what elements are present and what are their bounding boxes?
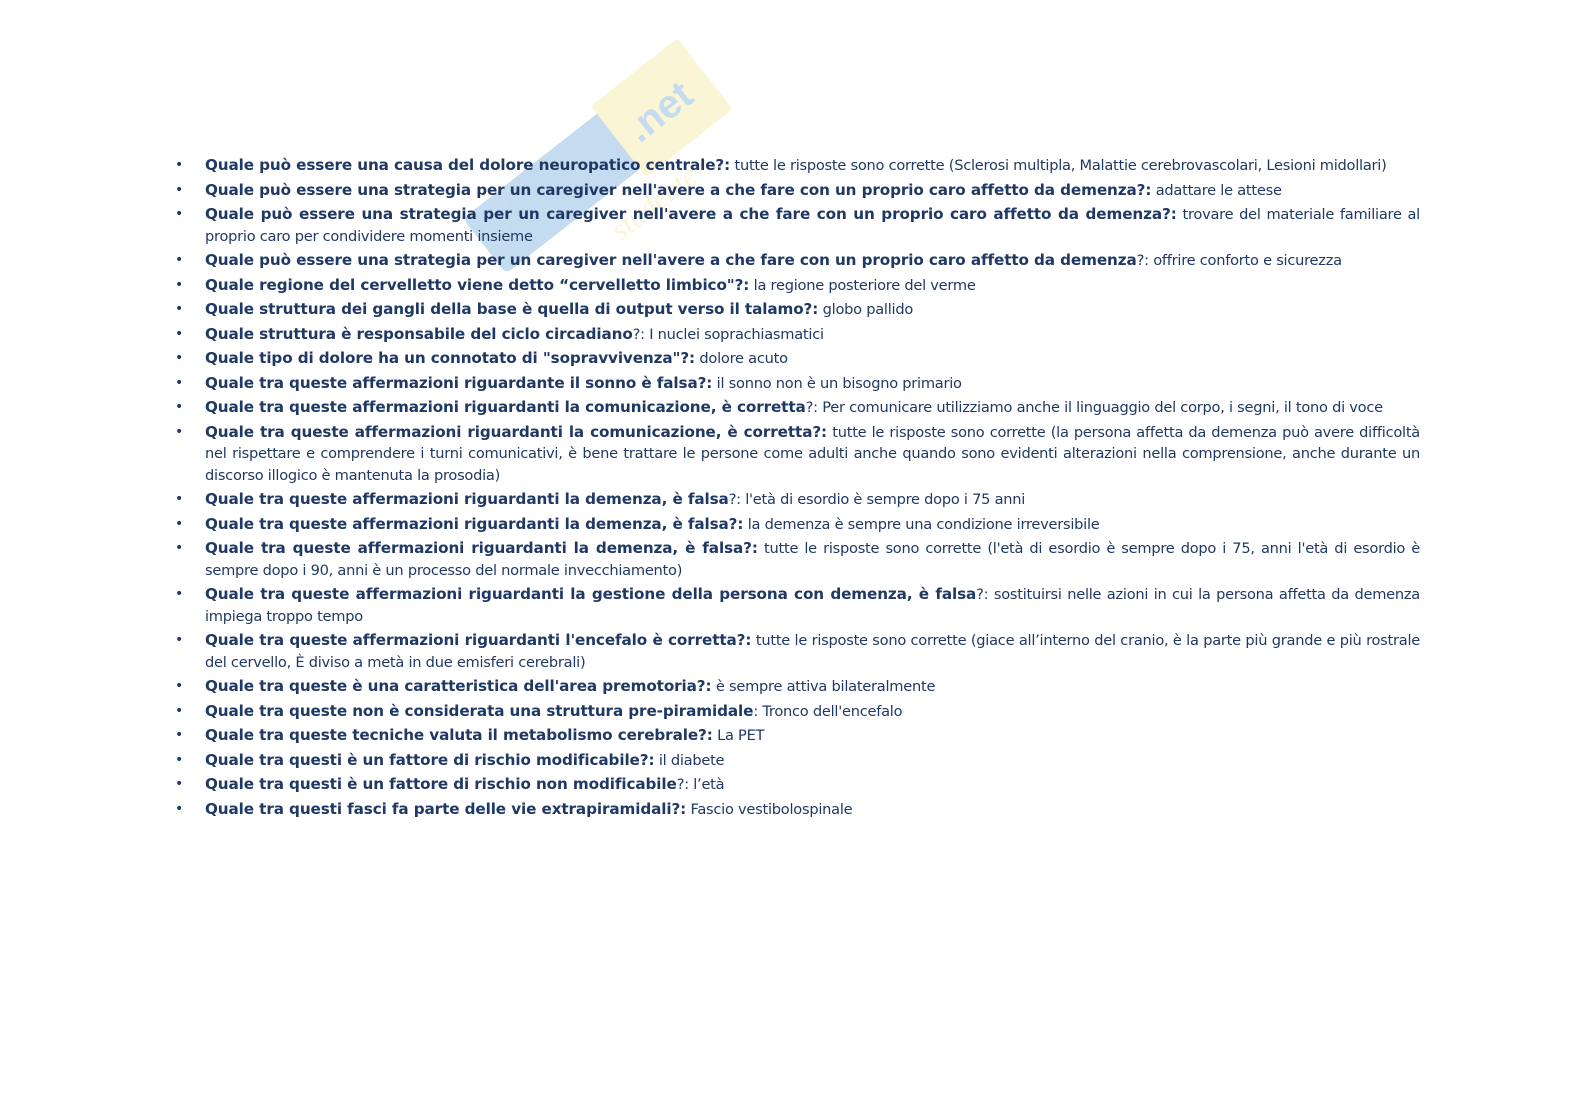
bullet-icon: • <box>175 540 184 556</box>
list-item <box>175 397 1420 419</box>
logo-watermark-text: .net <box>617 72 702 152</box>
list-item <box>175 676 1420 698</box>
bullet-icon: • <box>175 157 184 173</box>
bullet-icon: • <box>175 374 184 391</box>
answer-text: tutte le risposte sono corrette (la persona affetta da demenza può avere difficoltà nel rispettare e comprendere i turni comunicativi, è bene trattare le persone come adulti anche quando sono evidenti alterazioni nella comprensione, anche durante un discorso illogico è mantenuta la prosodia) <box>205 423 1420 484</box>
bullet-icon: • <box>175 702 184 719</box>
bullet-icon: • <box>175 776 184 792</box>
bullet-icon: • <box>175 586 184 602</box>
question-text: Quale struttura è responsabile del ciclo circadiano <box>205 324 633 343</box>
list-item <box>175 373 1420 395</box>
bullet-icon: • <box>175 515 184 532</box>
list-item <box>175 701 1420 723</box>
answer-text: ?: l'età di esordio è sempre dopo i 75 anni <box>728 491 1026 508</box>
question-text: Quale tra queste affermazioni riguardanti la demenza, è falsa <box>205 490 729 508</box>
bullet-icon: • <box>175 276 184 293</box>
list-item <box>175 750 1420 772</box>
answer-text: dolore acuto <box>695 350 788 367</box>
list-item <box>175 538 1420 581</box>
bullet-icon: • <box>175 727 184 743</box>
question-text: Quale tra queste affermazioni riguardante il sonno è falsa?: <box>205 373 713 392</box>
question-text: Quale tra queste affermazioni riguardanti l'encefalo è corretta?: <box>205 631 752 649</box>
qa-list <box>175 155 1420 823</box>
question-text: Quale può essere una causa del dolore neuropatico centrale?: <box>205 156 731 174</box>
bullet-icon: • <box>175 399 184 415</box>
question-text: Quale può essere una strategia per un caregiver nell'avere a che fare con un proprio caro affetto da demenza?: <box>205 205 1177 223</box>
bullet-icon: • <box>175 325 184 342</box>
list-item <box>175 204 1420 247</box>
list-item <box>175 348 1420 370</box>
list-item <box>175 299 1420 321</box>
answer-text: ?: offrire conforto e sicurezza <box>1136 252 1342 269</box>
answer-text: adattare le attese <box>1151 181 1282 199</box>
answer-text: il diabete <box>654 751 725 769</box>
bullet-icon: • <box>175 678 184 694</box>
answer-text: ?: I nuclei soprachiasmatici <box>632 325 824 343</box>
list-item <box>175 250 1420 272</box>
question-text: Quale tra queste non è considerata una struttura pre-piramidale <box>205 701 754 720</box>
answer-text: trovare del materiale familiare al proprio caro per condividere momenti insieme <box>205 206 1420 245</box>
logo-watermark-tagline: studente <box>604 159 704 247</box>
question-text: Quale può essere una strategia per un caregiver nell'avere a che fare con un proprio caro affetto da demenza?: <box>205 180 1152 199</box>
question-text: Quale tra queste tecniche valuta il metabolismo cerebrale?: <box>205 726 713 744</box>
bullet-icon: • <box>175 181 184 198</box>
question-text: Quale struttura dei gangli della base è quella di output verso il talamo?: <box>205 300 819 318</box>
question-text: Quale tra questi fasci fa parte delle vie extrapiramidali?: <box>205 799 687 818</box>
bullet-icon: • <box>175 350 184 366</box>
answer-text: il sonno non è un bisogno primario <box>712 374 962 392</box>
bullet-icon: • <box>175 491 184 507</box>
answer-text: tutte le risposte sono corrette (l'età di esordio è sempre dopo i 75, anni l'età di esordio è sempre dopo i 90, anni è un processo del normale invecchiamento) <box>205 540 1420 579</box>
list-item <box>175 422 1420 487</box>
list-item <box>175 514 1420 536</box>
question-text: Quale regione del cervelletto viene detto “cervelletto limbico"?: <box>205 275 750 294</box>
answer-text: la regione posteriore del verme <box>749 276 976 294</box>
question-text: Quale può essere una strategia per un caregiver nell'avere a che fare con un proprio caro affetto da demenza <box>205 251 1137 269</box>
answer-text: Fascio vestibolospinale <box>686 800 853 818</box>
answer-text: ?: sostituirsi nelle azioni in cui la persona affetta da demenza impiega troppo tempo <box>205 586 1420 625</box>
answer-text: globo pallido <box>818 301 914 318</box>
question-text: Quale tipo di dolore ha un connotato di "sopravvivenza"?: <box>205 349 696 367</box>
question-text: Quale tra questi è un fattore di rischio modificabile?: <box>205 750 655 769</box>
question-text: Quale tra queste è una caratteristica dell'area premotoria?: <box>205 677 712 695</box>
list-item <box>175 180 1420 202</box>
answer-text: è sempre attiva bilateralmente <box>711 678 936 695</box>
answer-text: la demenza è sempre una condizione irreversibile <box>743 515 1100 533</box>
list-item <box>175 774 1420 796</box>
answer-text: La PET <box>712 727 765 744</box>
question-text: Quale tra queste affermazioni riguardanti la comunicazione, è corretta <box>205 398 806 416</box>
bullet-icon: • <box>175 751 184 768</box>
answer-text: ?: Per comunicare utilizziamo anche il linguaggio del corpo, i segni, il tono di voce <box>805 399 1383 416</box>
list-item <box>175 725 1420 747</box>
answer-text: tutte le risposte sono corrette (Sclerosi multipla, Malattie cerebrovascolari, Lesioni midollari) <box>730 157 1387 174</box>
question-text: Quale tra queste affermazioni riguardanti la demenza, è falsa?: <box>205 539 758 557</box>
list-item <box>175 275 1420 297</box>
list-item <box>175 324 1420 346</box>
question-text: Quale tra questi è un fattore di rischio non modificabile <box>205 775 677 793</box>
bullet-icon: • <box>175 301 184 317</box>
question-text: Quale tra queste affermazioni riguardanti la comunicazione, è corretta?: <box>205 422 828 441</box>
bullet-icon: • <box>175 800 184 817</box>
answer-text: ?: l’età <box>676 776 725 793</box>
bullet-icon: • <box>175 423 184 440</box>
list-item <box>175 584 1420 627</box>
list-item <box>175 630 1420 673</box>
question-text: Quale tra queste affermazioni riguardanti la demenza, è falsa?: <box>205 514 744 533</box>
list-item <box>175 489 1420 511</box>
list-item <box>175 799 1420 821</box>
answer-text: : Tronco dell'encefalo <box>753 702 903 720</box>
list-item <box>175 155 1420 177</box>
bullet-icon: • <box>175 206 184 222</box>
answer-text: tutte le risposte sono corrette (giace all’interno del cranio, è la parte più grande e più rostrale del cervello, È diviso a metà in due emisferi cerebrali) <box>205 632 1420 671</box>
bullet-icon: • <box>175 632 184 648</box>
bullet-icon: • <box>175 252 184 268</box>
question-text: Quale tra queste affermazioni riguardanti la gestione della persona con demenza, è falsa <box>205 585 977 603</box>
